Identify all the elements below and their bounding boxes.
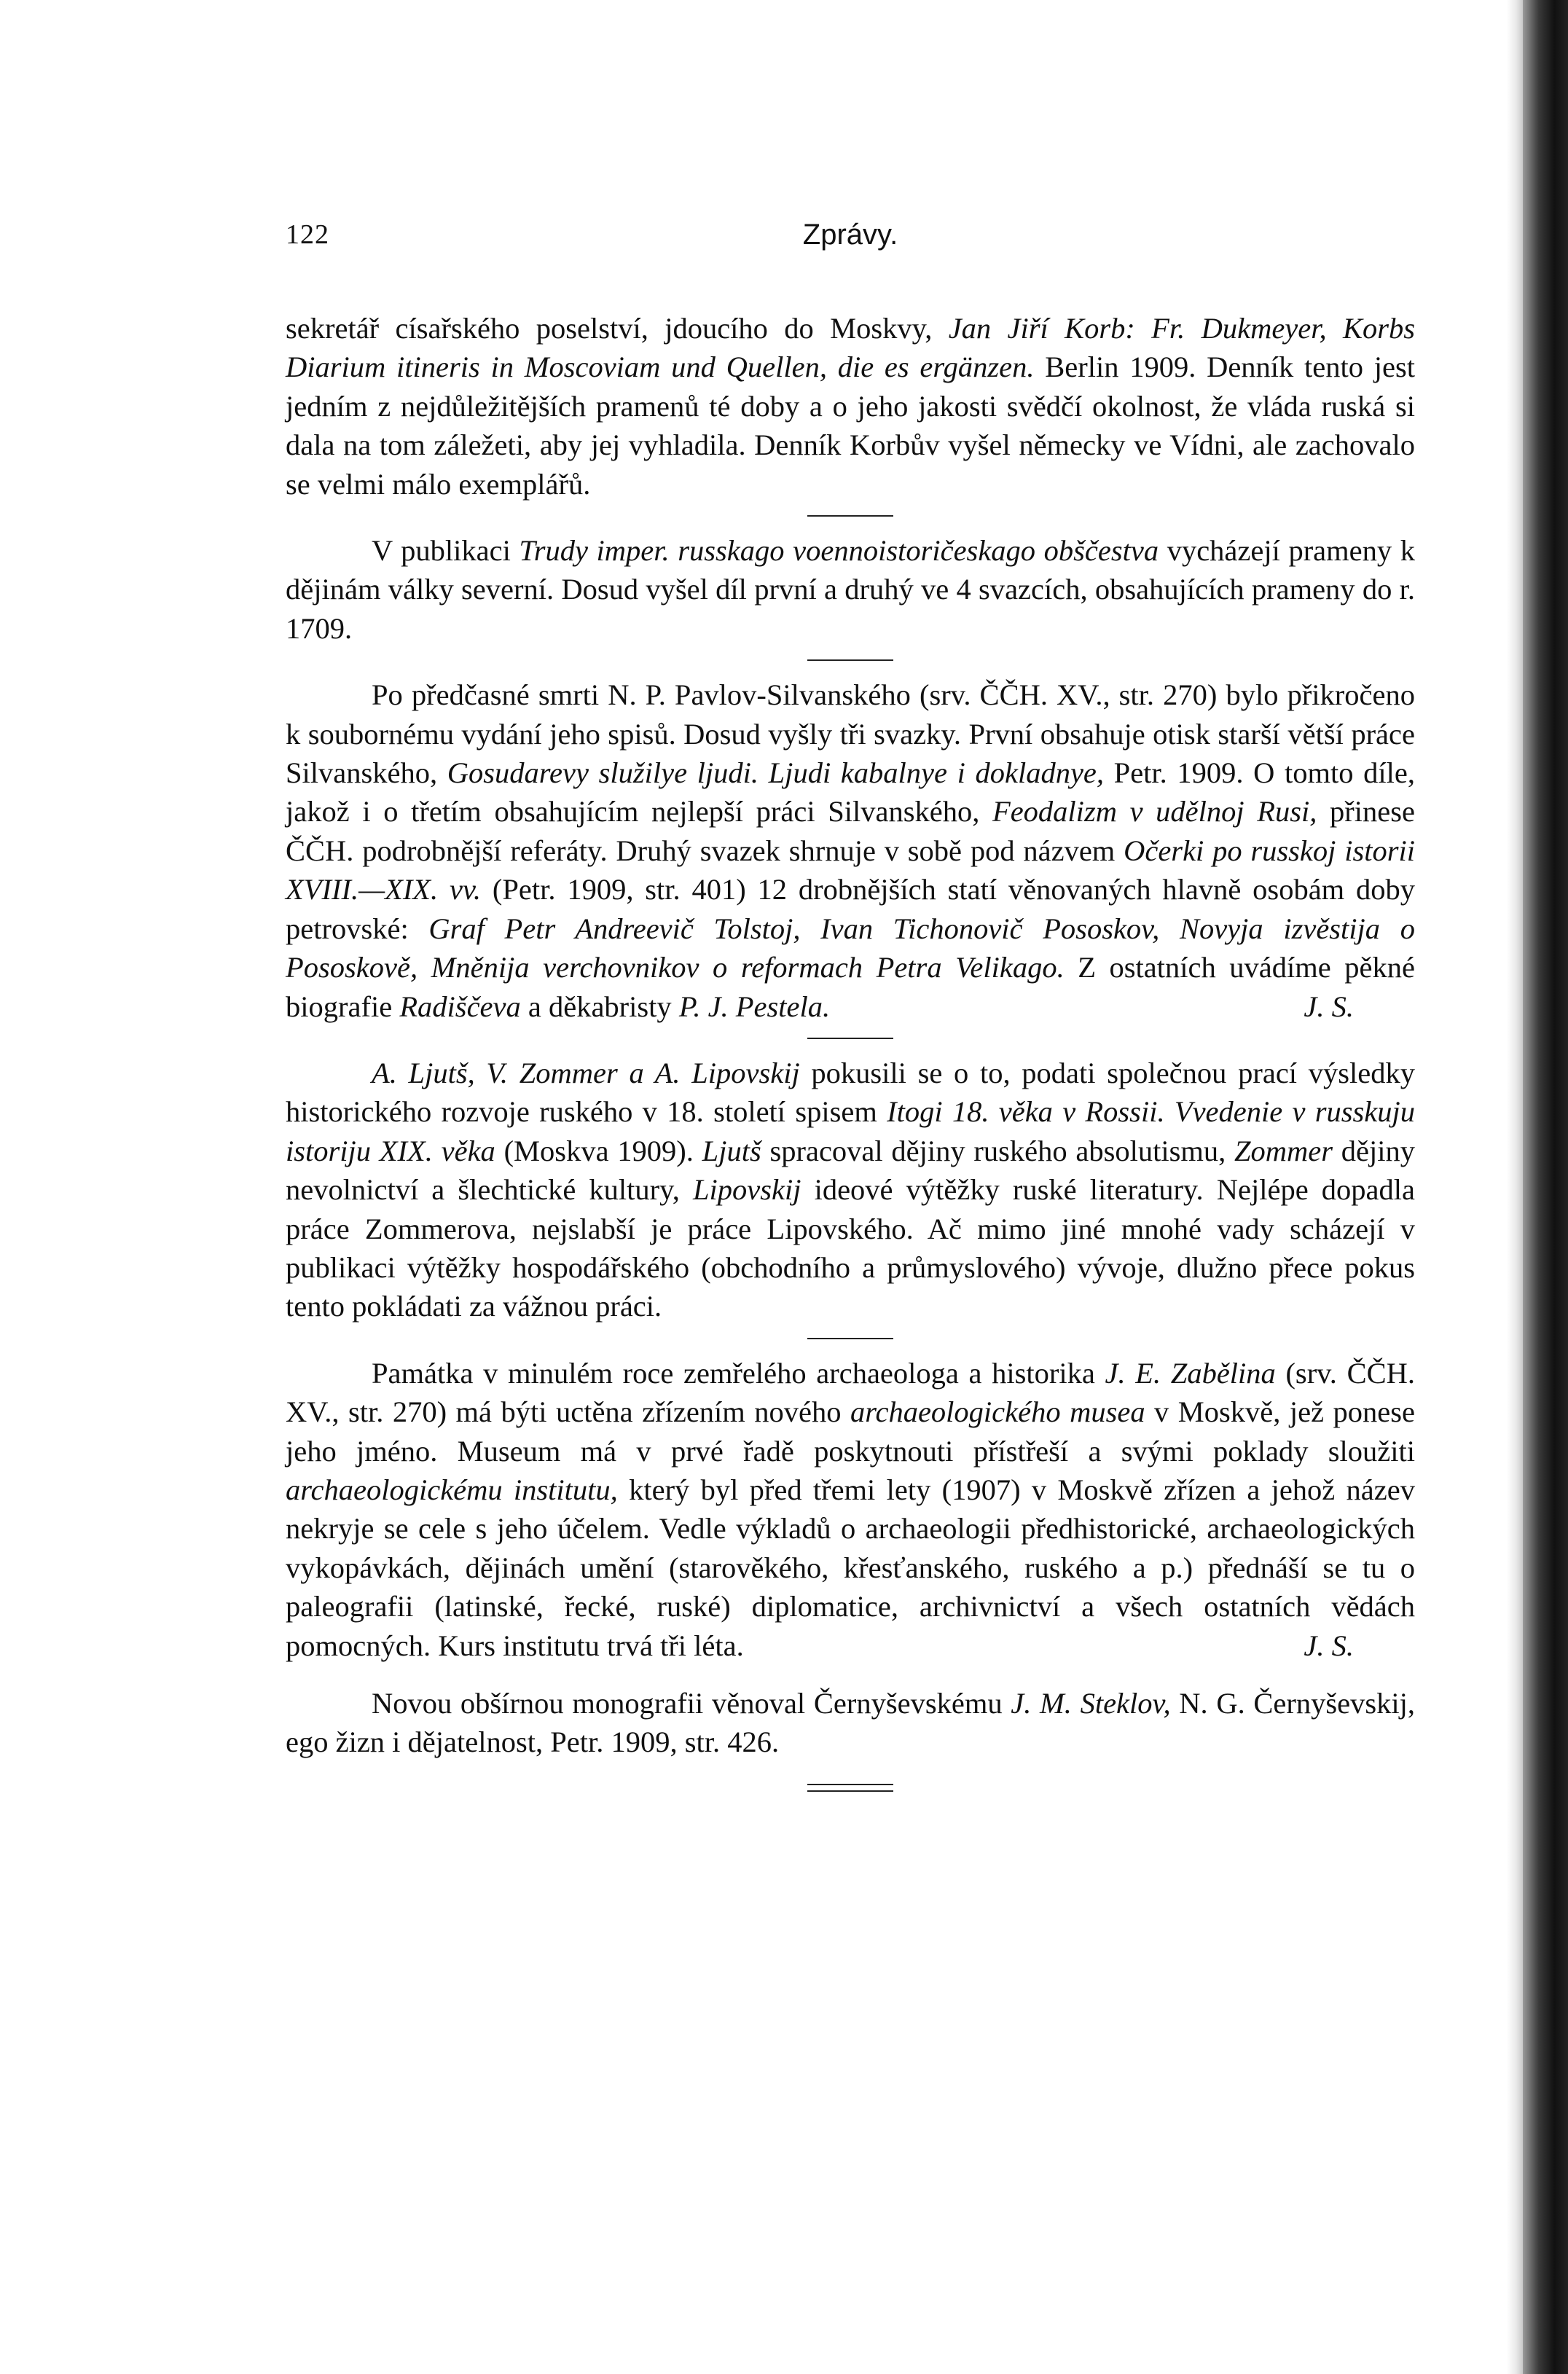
paragraph-zabelin: Památka v minulém roce zemřelého archaeologa a historika J. E. Zabělina (srv. ČČH. XV., str. 270) má býti uctěna zřízením nového archaeologického musea v Moskvě, jež ponese jeho jméno. Museum má v prvé řadě poskytnouti přístřeší a svými poklady sloužiti archaeologickému institutu, který byl před třemi lety (1907) v Moskvě zřízen a jehož název nekryje se cele s jeho účelem. Vedle výkladů o archaeologii předhistorické, archaeologických vykopávkách, dějinách umění (starověkého, křesťanského, ruského a p.) přednáší se tu o paleografii (latinské, řecké, ruské) diplomatice, archivnictví a všech ostatních vědách pomocných. Kurs institutu trvá tři léta. xyxy=(286,1356,1415,1662)
paragraph-itogi: A. Ljutš, V. Zommer a A. Lipovskij pokusili se o to, podati společnou prací výsledky historického rozvoje ruského v 18. století spisem Itogi 18. věka v Rossii. Vvedenie v russkuju istoriju XIX. věka (Moskva 1909). Ljutš spracoval dějiny ruského absolutismu, Zommer dějiny nevolnictví a šlechtické kultury, Lipovskij ideové výtěžky ruské literatury. Nejlépe dopadla práce Zommerova, nejslabší je práce Lipovského. Ač mimo jiné mnohé vady scházejí v publikaci výtěžky hospodářského (obchodního a průmyslového) vývoje, dlužno přece pokus tento pokládati za vážnou práci. xyxy=(286,1056,1416,1323)
paragraph-trudy: V publikaci Trudy imper. russkago voennoistoričeskago obščestva vycházejí prameny k dějinám války severní. Dosud vyšel díl první a druhý ve 4 svazcích, obsahujících prameny do r. 1709. xyxy=(286,534,1415,645)
end-double-rule xyxy=(807,1784,893,1792)
book-page xyxy=(286,219,1415,1792)
paragraph-silvanskij: Po předčasné smrti N. P. Pavlov-Silvanského (srv. ČČH. XV., str. 270) bylo přikročeno k soubornému vydání jeho spisů. Dosud vyšly tři svazky. První obsahuje otisk starší větší práce Silvanského, Gosudarevy služilye ljudi. Ljudi kabalnye i dokladnye, Petr. 1909. O tomto díle, jakož i o třetím obsahujícím nejlepší práci Silvanského, Feodalizm v udělnoj Rusi, přinese ČČH. podrobnější referáty. Druhý svazek shrnuje v sobě pod názvem Očerki po russkoj istorii XVIII.—XIX. vv. (Petr. 1909, str. 401) 12 drobnějších statí věnovaných hlavně osobám doby petrovské: Graf Petr Andreevič Tolstoj, Ivan Tichonovič Pososkov, Novyja izvěstija o Pososkově, Mněnija verchovnikov o reformach Petra Velikago. Z ostatních uvádíme pěkné biografie Radiščeva a děkabristy P. J. Pestela. xyxy=(286,678,1416,1023)
section-rule xyxy=(807,1338,893,1339)
paragraph-korb: sekretář císařského poselství, jdoucího do Moskvy, Jan Jiří Korb: Fr. Dukmeyer, Korbs Diarium itineris in Moscoviam und Quellen, die es ergänzen. Berlin 1909. Denník tento jest jedním z nejdůležitějších pramenů té doby a o jeho jakosti svědčí okolnost, že vláda ruská si dala na tom záležeti, aby jej vyhladila. Denník Korbův vyšel německy ve Vídni, ale zachovalo se velmi málo exemplářů. xyxy=(286,312,1416,501)
running-title: Zprávy. xyxy=(802,219,898,251)
author-signature: J. S. xyxy=(1304,1629,1354,1662)
section-rule xyxy=(807,1038,893,1039)
page-number: 122 xyxy=(286,219,329,250)
page-header xyxy=(286,219,1415,265)
author-signature: J. S. xyxy=(1304,990,1354,1023)
section-rule xyxy=(807,659,893,661)
page-edge xyxy=(1507,0,1523,2374)
binding-shadow xyxy=(1523,0,1568,2374)
paragraph-steklov: Novou obšírnou monografii věnoval Černyševskému J. M. Steklov, N. G. Černyševskij, ego žizn i dějatelnost, Petr. 1909, str. 426. xyxy=(286,1687,1416,1759)
section-rule xyxy=(807,515,893,517)
